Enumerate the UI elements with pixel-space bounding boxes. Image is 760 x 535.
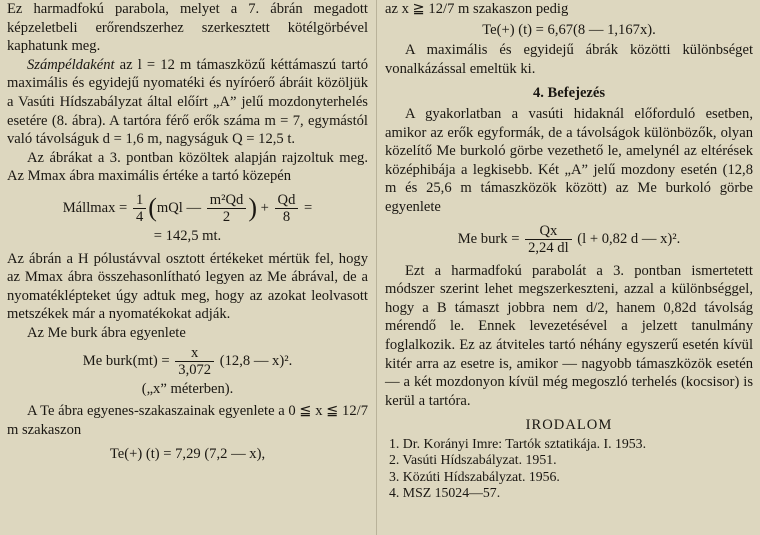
equation-te-2: Te(+) (t) = 6,67(8 — 1,167x). — [482, 21, 656, 38]
equation-lhs: Me burk(mt) = — [82, 352, 170, 369]
fraction — [525, 223, 572, 256]
equation-me-burk — [385, 223, 753, 256]
equation-result: = 142,5 mt. — [153, 227, 222, 244]
fraction-denominator: 4 — [135, 208, 144, 225]
fraction — [175, 345, 214, 378]
right-column — [385, 0, 753, 502]
equation-mmax — [7, 192, 368, 225]
fraction-denominator: 8 — [282, 208, 291, 225]
paragraph-text: az l = 12 m támaszközű kéttámaszú tartó maximális és egyidejű nyomatéki és nyíróerő ábráit közöljük a Vasúti Hídszabályzat által előírt „A” jelű mozdonyterhelés esetére (8. ábra). A tartóra férő erők száma m = 7, egymástól való távolságuk d = 1,6 m, nagyságuk Q = 12,5 t. — [7, 56, 368, 148]
paragraph: A gyakorlatban a vasúti hidaknál előforduló esetben, amikor az erők egyformák, de a távolságok különbözők, olyan közelítő Me burkoló görbe vezethető le, amelynél az eltérések középhibája a legkisebb. Két „A” jelű mozdony esetén (12,8 m és 25,6 m támaszközök között) az Me burkoló görbe egyenlete — [385, 105, 753, 215]
equation-lhs: Me burk = — [457, 230, 520, 247]
fraction-denominator: 2 — [222, 208, 231, 225]
paragraph: Ez harmadfokú parabola, melyet a 7. ábrán megadott képzeletbeli erőrendszerhez szerkesztett kötélgörbével kaphatunk meg. — [7, 1, 368, 55]
left-column — [7, 0, 368, 466]
emphasis-text: Számpéldaként — [27, 56, 115, 73]
reference-item: 1. Dr. Korányi Imre: Tartók sztatikája. I. 1953. — [389, 435, 647, 451]
paragraph: Ezt a harmadfokú parabolát a 3. pontban ismertetett módszer szerint lehet megszerkeszteni, azzal a különbséggel, hogy a B támaszt jobbra nem d/2, hanem 0,82d távolság mérendő le. Ennek levezetésével a jelzett tanulmány foglalkozik. Ez az átviteles tartó néhány egyszerű esetén kívül kitér arra az esetre is, amikor — nagyobb támaszközök esetén — a két mozdonyon kívül még megoszló terhelés (kocsisor) is kerül a tartóra. — [385, 262, 753, 409]
section-heading: 4. Befejezés — [532, 85, 606, 102]
equation-term: mQl — — [156, 199, 202, 216]
equation-te-1: Te(+) (t) = 7,29 (7,2 — x), — [109, 446, 266, 463]
reference-item: 2. Vasúti Hídszabályzat. 1951. — [389, 452, 557, 468]
references-list — [385, 436, 753, 502]
fraction-denominator: 2,24 dl — [528, 239, 569, 256]
paragraph: az x ≧ 12/7 m szakaszon pedig — [385, 1, 569, 17]
fraction-numerator: 1 — [133, 192, 146, 209]
references-title: IRODALOM — [525, 417, 613, 434]
fraction — [275, 192, 299, 225]
fraction-numerator: x — [175, 345, 214, 362]
reference-item: 3. Közúti Hídszabályzat. 1956. — [389, 468, 560, 484]
column-divider — [376, 0, 377, 535]
equation-rhs: (12,8 — x)². — [219, 352, 293, 369]
equation-operator: + — [260, 199, 269, 216]
paren-open: ( — [148, 193, 157, 223]
paragraph: A Te ábra egyenes-szakaszainak egyenlete a 0 ≦ x ≦ 12/7 m szakaszon — [7, 403, 368, 438]
equation-operator: = — [304, 199, 313, 216]
fraction-numerator: Qx — [525, 223, 572, 240]
paragraph: A maximális és egyidejű ábrák közötti különbséget vonalkázással emeltük ki. — [385, 42, 753, 77]
paragraph: Az ábrán a H pólustávval osztott értékeket mértük fel, hogy az Mmax ábra összehasonlítható legyen az Me ábrával, de a nyomatéklépteket úgy adtuk meg, hogy az azokat leolvasott metszékek már a nyomatékokat adják. — [7, 250, 368, 323]
equation-rhs: (l + 0,82 d — x)². — [577, 230, 681, 247]
fraction-denominator: 3,072 — [178, 361, 212, 378]
paren-close: ) — [248, 193, 257, 223]
paragraph: Az ábrákat a 3. pontban közöltek alapján rajzoltuk meg. Az Mmax ábra maximális értéke a tartó közepén — [7, 149, 368, 185]
fraction-numerator: m²Qd — [207, 192, 247, 209]
fraction — [133, 192, 146, 225]
equation-note: („x” méterben). — [141, 380, 234, 397]
equation-lhs: Mállmax = — [62, 199, 128, 216]
fraction — [207, 192, 247, 225]
reference-item: 4. MSZ 15024—57. — [389, 485, 501, 501]
equation-burk — [7, 345, 368, 378]
fraction-numerator: Qd — [275, 192, 299, 209]
paragraph-example — [7, 56, 368, 149]
paragraph: Az Me burk ábra egyenlete — [27, 324, 186, 341]
